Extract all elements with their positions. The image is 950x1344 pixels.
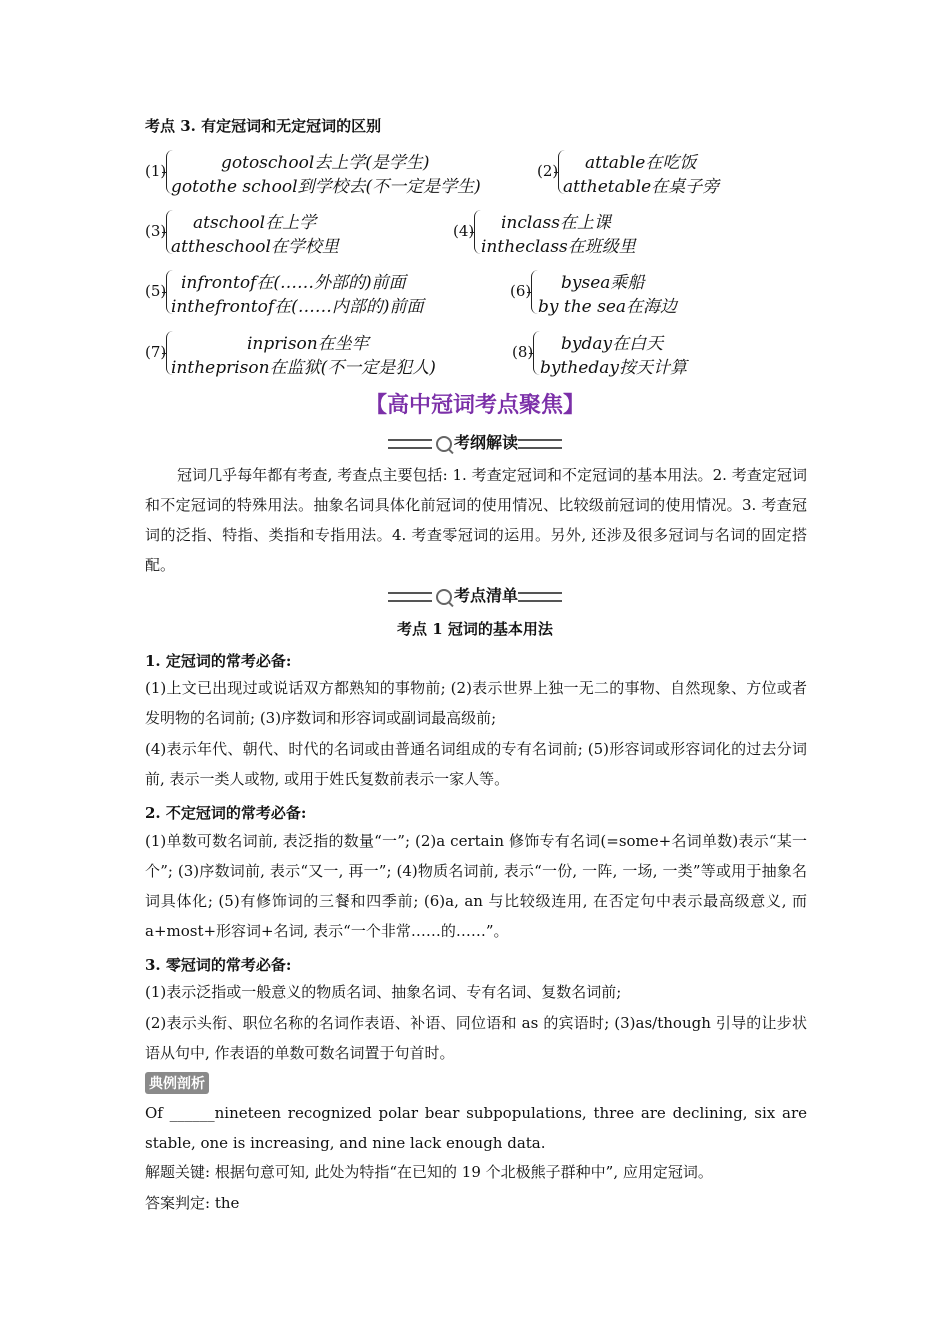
banner-label: 考纲解读 xyxy=(453,433,518,452)
banner-kaogang xyxy=(0,430,950,453)
indefinite-article-heading: 2. 不定冠词的常考必备: xyxy=(145,804,307,822)
double-rule-icon xyxy=(388,592,432,602)
pair-line-a: infrontof在(……外部的)前面 xyxy=(181,273,406,293)
pair-2 xyxy=(537,148,787,198)
pair-3 xyxy=(145,208,425,258)
definite-article-text-2: (4)表示年代、朝代、时代的名词或由普通名词组成的专有名词前; (5)形容词或形容词化的过去分词前, 表示一类人或物, 或用于姓氏复数前表示一家人等。 xyxy=(145,740,807,788)
pair-8 xyxy=(512,329,712,379)
section-title: 【高中冠词考点聚焦】 xyxy=(364,393,585,418)
pair-line-b: inthefrontof在(……内部的)前面 xyxy=(171,297,424,317)
pair-line-b: intheprison在监狱(不一定是犯人) xyxy=(171,358,436,378)
double-rule-icon xyxy=(518,592,562,602)
pair-line-a: inclass在上课 xyxy=(501,213,611,233)
example-tag: 典例剖析 xyxy=(145,1072,209,1094)
pair-line-b: bytheday按天计算 xyxy=(540,358,687,378)
zero-article-heading: 3. 零冠词的常考必备: xyxy=(145,956,292,974)
pair-line-a: atschool在上学 xyxy=(193,213,317,233)
zero-article-text-1: (1)表示泛指或一般意义的物质名词、抽象名词、专有名词、复数名词前; xyxy=(145,983,622,1001)
pair-line-b: attheschool在学校里 xyxy=(171,237,339,257)
example-answer: 答案判定: the xyxy=(145,1194,240,1212)
pair-number: (6) xyxy=(510,282,532,300)
banner-label: 考点清单 xyxy=(453,586,518,605)
pair-4 xyxy=(453,208,713,258)
banner-qingdan xyxy=(0,583,950,606)
zero-article-text-2: (2)表示头衔、职位名称的名词作表语、补语、同位语和 as 的宾语时; (3)as/though 引导的让步状语从句中, 作表语的单数可数名词置于句首时。 xyxy=(145,1014,807,1062)
kaodian1-heading: 考点 1 冠词的基本用法 xyxy=(397,620,553,638)
pair-line-b: atthetable在桌子旁 xyxy=(563,177,720,197)
pair-7 xyxy=(145,329,485,379)
pair-number: (3) xyxy=(145,222,167,240)
example-key: 解题关键: 根据句意可知, 此处为特指“在已知的 19 个北极熊子群种中”, 应用定冠词。 xyxy=(145,1163,713,1181)
kaodian3-heading: 考点 3. 有定冠词和无定冠词的区别 xyxy=(145,117,382,135)
pair-number: (8) xyxy=(512,343,534,361)
pair-line-b: by the sea在海边 xyxy=(538,297,678,317)
pair-number: (2) xyxy=(537,162,559,180)
brace-icon xyxy=(474,210,481,254)
pair-1 xyxy=(145,148,505,198)
pair-line-a: bysea乘船 xyxy=(561,273,645,293)
pair-number: (1) xyxy=(145,162,167,180)
pair-line-a: attable在吃饭 xyxy=(585,153,697,173)
pair-line-b: intheclass在班级里 xyxy=(481,237,636,257)
pair-line-b: gotothe school到学校去(不一定是学生) xyxy=(171,177,481,197)
double-rule-icon xyxy=(518,439,562,449)
pair-6 xyxy=(510,268,710,318)
intro-paragraph: 冠词几乎每年都有考查, 考查点主要包括: 1. 考查定冠词和不定冠词的基本用法。2. 考查定冠词和不定冠词的特殊用法。抽象名词具体化前冠词的使用情况、比较级前冠词的使用情况。3. 考查冠词的泛指、特指、类指和专指用法。4. 考查零冠词的运用。另外, 还涉及很多冠词与名词的固定搭配。 xyxy=(145,466,807,574)
pair-line-a: byday在白天 xyxy=(561,334,664,354)
definite-article-heading: 1. 定冠词的常考必备: xyxy=(145,652,292,670)
pair-line-a: inprison在坐牢 xyxy=(247,334,369,354)
magnifier-icon xyxy=(436,589,452,605)
pair-number: (4) xyxy=(453,222,475,240)
definite-article-text-1: (1)上文已出现过或说话双方都熟知的事物前; (2)表示世界上独一无二的事物、自然现象、方位或者发明物的名词前; (3)序数词和形容词或副词最高级前; xyxy=(145,679,807,727)
pair-number: (5) xyxy=(145,282,167,300)
brace-icon xyxy=(533,331,540,375)
pair-5 xyxy=(145,268,465,318)
pair-number: (7) xyxy=(145,343,167,361)
example-question: Of ______nineteen recognized polar bear subpopulations, three are declining, six are stable, one is increasing, and nine lack enough data. xyxy=(145,1104,807,1152)
pair-line-a: gotoschool去上学(是学生) xyxy=(221,153,430,173)
double-rule-icon xyxy=(388,439,432,449)
brace-icon xyxy=(531,270,538,314)
indefinite-article-text: (1)单数可数名词前, 表泛指的数量“一”; (2)a certain 修饰专有名词(=some+名词单数)表示“某一个”; (3)序数词前, 表示“又一, 再一”; (4)物质名词前, 表示“一份, 一阵, 一场, 一类”等或用于抽象名词具体化; (5)有修饰词的三餐和四季前; (6)a, an 与比较级连用, 在否定句中表示最高级意义, 而 a+most+形容词+名词, 表示“一个非常……的……”。 xyxy=(145,832,807,940)
magnifier-icon xyxy=(436,436,452,452)
